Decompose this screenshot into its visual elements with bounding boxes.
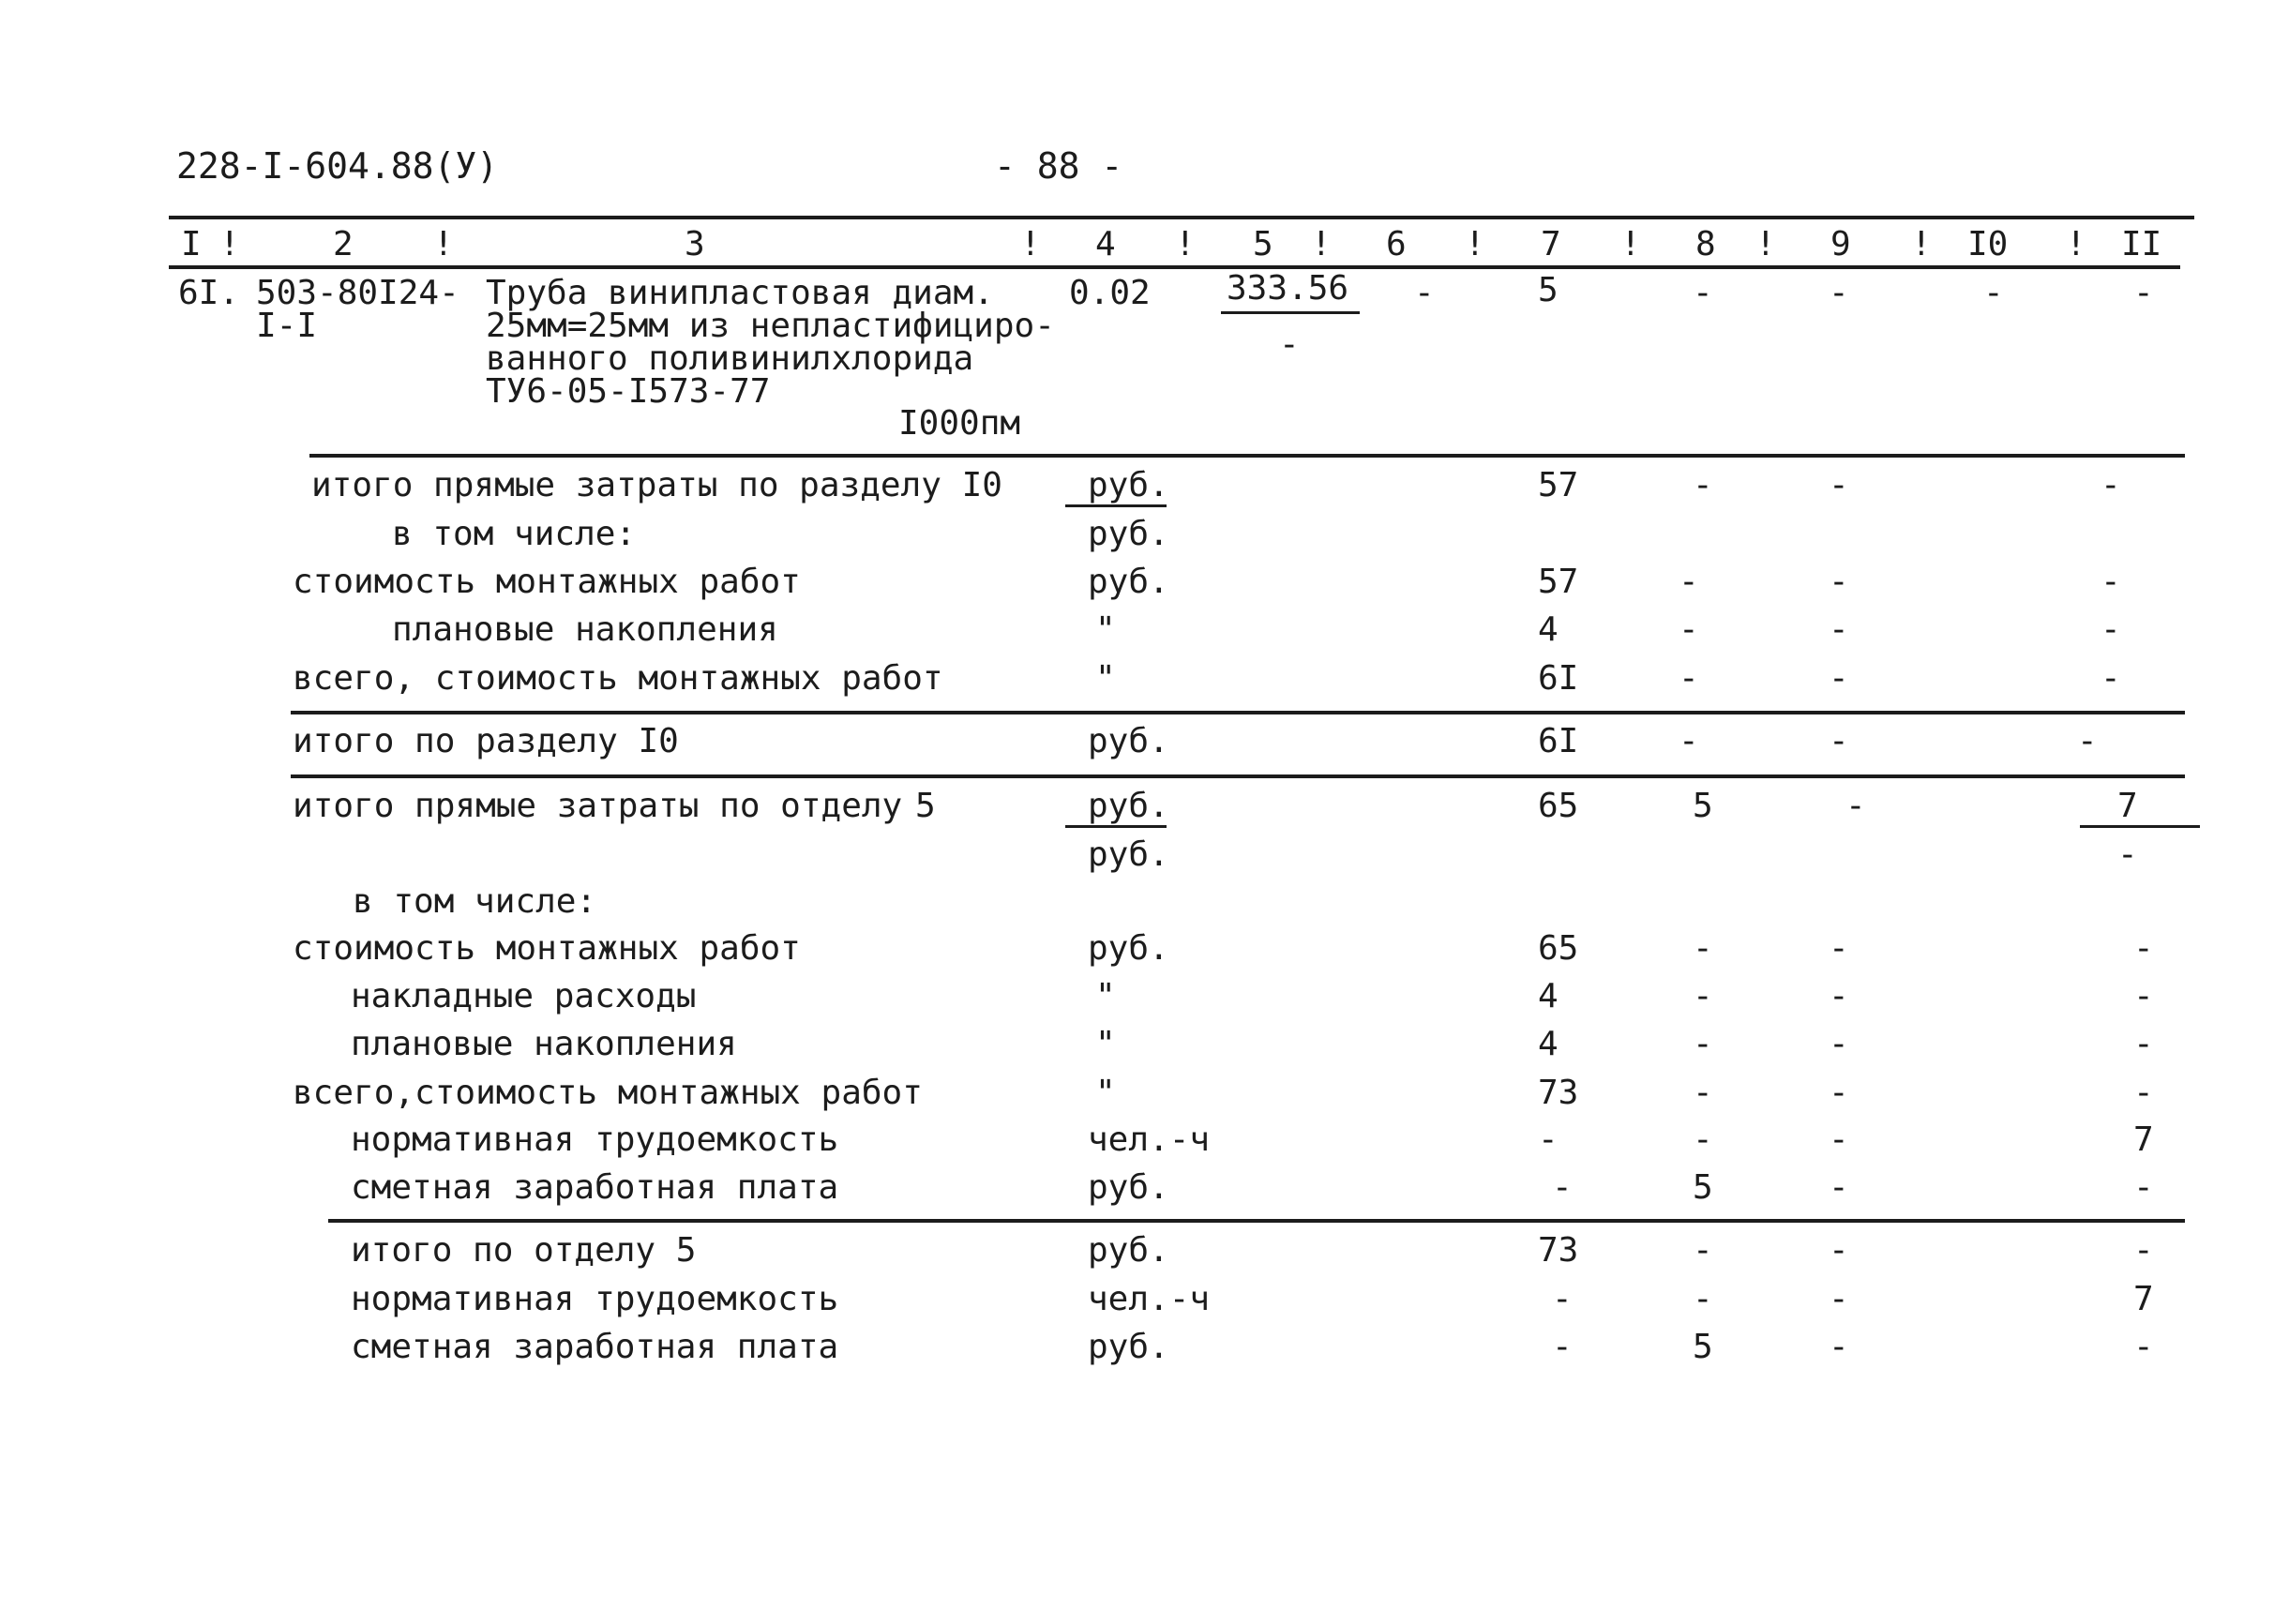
col-separator: ! xyxy=(219,225,240,263)
section-rule xyxy=(291,774,2185,778)
row-col9: - xyxy=(1829,466,1849,504)
col-header-3: 3 xyxy=(685,225,705,263)
row-unit: руб. xyxy=(1088,466,1169,504)
row-col7: 4 xyxy=(1538,1025,1559,1063)
row-unit: руб. xyxy=(1088,1231,1169,1270)
item-price-sub: - xyxy=(1279,325,1300,364)
row-col8: - xyxy=(1679,610,1699,649)
row-unit: чел.-ч xyxy=(1088,1280,1211,1318)
col-separator: ! xyxy=(1020,225,1041,263)
row-col8: - xyxy=(1693,1231,1713,1270)
row-col9: - xyxy=(1829,610,1849,649)
document-code: 228-I-604.88(У) xyxy=(176,145,499,187)
col-header-7: 7 xyxy=(1541,225,1561,263)
col-header-5: 5 xyxy=(1253,225,1273,263)
row-label: итого по отделу 5 xyxy=(351,1231,697,1270)
row-col11: - xyxy=(2133,1231,2154,1270)
row-col8: - xyxy=(1693,1025,1713,1063)
row-col8: - xyxy=(1693,1120,1713,1159)
row-col8: - xyxy=(1693,466,1713,504)
row-unit: " xyxy=(1095,1025,1116,1063)
row-col9: - xyxy=(1829,659,1849,698)
row-label: нормативная трудоемкость xyxy=(351,1120,839,1159)
row-label: итого прямые затраты по отделу xyxy=(293,787,903,825)
row-unit: руб. xyxy=(1088,787,1169,825)
row-label: сметная заработная плата xyxy=(351,1328,839,1366)
row-col8: - xyxy=(1693,977,1713,1015)
row-col9: - xyxy=(1829,1231,1849,1270)
row-label: итого прямые затраты по разделу I0 xyxy=(311,466,1002,504)
row-col11: 7 xyxy=(2133,1280,2154,1318)
row-col7: - xyxy=(1552,1280,1573,1318)
row-col11: 7 xyxy=(2117,787,2138,825)
item-price: 333.56 xyxy=(1227,269,1349,308)
row-unit: " xyxy=(1095,1074,1116,1112)
row-unit: руб. xyxy=(1088,515,1169,553)
row-number: 5 xyxy=(915,787,936,825)
row-col9: - xyxy=(1829,1025,1849,1063)
item-col9: - xyxy=(1829,274,1849,312)
row-col8: 5 xyxy=(1693,1168,1713,1207)
row-unit: руб. xyxy=(1088,835,1169,874)
row-label: в том числе: xyxy=(353,882,597,921)
row-col9: - xyxy=(1829,1168,1849,1207)
row-col11: - xyxy=(2101,466,2121,504)
row-col8: - xyxy=(1679,659,1699,698)
item-quantity: 0.02 xyxy=(1069,274,1151,312)
row-label: стоимость монтажных работ xyxy=(293,929,801,968)
row-unit: руб. xyxy=(1088,722,1169,760)
row-col7: 4 xyxy=(1538,610,1559,649)
row-col8: - xyxy=(1679,722,1699,760)
section-rule xyxy=(309,454,2185,458)
row-col11: - xyxy=(2101,659,2121,698)
row-unit: руб. xyxy=(1088,563,1169,601)
col-separator: ! xyxy=(1620,225,1641,263)
col-separator: ! xyxy=(1175,225,1196,263)
row-col9: - xyxy=(1845,787,1866,825)
row-unit: руб. xyxy=(1088,1328,1169,1366)
header-bottom-rule xyxy=(169,265,2180,269)
item-description: 25мм=25мм из непластифициро- xyxy=(486,307,1055,345)
row-col11: - xyxy=(2133,929,2154,968)
row-unit: " xyxy=(1095,610,1116,649)
item-col7: 5 xyxy=(1538,271,1559,309)
col-header-2: 2 xyxy=(333,225,354,263)
col-separator: ! xyxy=(2066,225,2086,263)
row-label: плановые накопления xyxy=(392,610,778,649)
row-col7: 6I xyxy=(1538,659,1579,698)
row-col7: - xyxy=(1552,1168,1573,1207)
row-col11: - xyxy=(2133,1025,2154,1063)
row-col7: 57 xyxy=(1538,563,1579,601)
item-unit: I000пм xyxy=(898,404,1021,443)
row-col7: 65 xyxy=(1538,929,1579,968)
row-unit: " xyxy=(1095,977,1116,1015)
col-separator: ! xyxy=(1311,225,1332,263)
header-top-rule xyxy=(169,216,2194,219)
row-label: всего, стоимость монтажных работ xyxy=(293,659,943,698)
row-col11: - xyxy=(2101,610,2121,649)
row-col7: 73 xyxy=(1538,1231,1579,1270)
row-col7: 65 xyxy=(1538,787,1579,825)
item-number: 6I. xyxy=(178,274,240,312)
row-unit: чел.-ч xyxy=(1088,1120,1211,1159)
row-label: сметная заработная плата xyxy=(351,1168,839,1207)
row-label: в том числе: xyxy=(392,515,637,553)
row-label: накладные расходы xyxy=(351,977,697,1015)
section-rule xyxy=(291,711,2185,714)
item-code-suffix: I-I xyxy=(256,307,318,345)
col-separator: ! xyxy=(1911,225,1932,263)
price-underline xyxy=(1221,311,1360,314)
col-header-6: 6 xyxy=(1386,225,1407,263)
item-code: 503-80I24- xyxy=(256,274,459,312)
item-col6: - xyxy=(1414,274,1435,312)
item-col11: - xyxy=(2133,274,2154,312)
row-col11: - xyxy=(2133,1074,2154,1112)
row-label: стоимость монтажных работ xyxy=(293,563,801,601)
col-header-1: I xyxy=(181,225,202,263)
section-rule xyxy=(328,1219,2185,1223)
item-description: ванного поливинилхлорида xyxy=(486,339,974,378)
row-col11: - xyxy=(2077,722,2098,760)
item-col8: - xyxy=(1693,274,1713,312)
col-header-4: 4 xyxy=(1095,225,1116,263)
item-col10: - xyxy=(1983,274,2004,312)
row-col7: 73 xyxy=(1538,1074,1579,1112)
row-col11: - xyxy=(2101,563,2121,601)
item-description: Труба винипластовая диам. xyxy=(486,274,994,312)
row-col7: 4 xyxy=(1538,977,1559,1015)
row-unit: руб. xyxy=(1088,929,1169,968)
row-col11: - xyxy=(2133,1328,2154,1366)
col-separator: ! xyxy=(1465,225,1485,263)
row-col9: - xyxy=(1829,722,1849,760)
row-unit: руб. xyxy=(1088,1168,1169,1207)
row-col7: - xyxy=(1552,1328,1573,1366)
row-col9: - xyxy=(1829,1120,1849,1159)
row-col7: - xyxy=(1538,1120,1559,1159)
row-col8: 5 xyxy=(1693,1328,1713,1366)
row-col9: - xyxy=(1829,563,1849,601)
row-col11: - xyxy=(2133,977,2154,1015)
row-col8: - xyxy=(1693,1280,1713,1318)
row-col7: 6I xyxy=(1538,722,1579,760)
col-separator: ! xyxy=(433,225,454,263)
row-label: итого по разделу I0 xyxy=(293,722,679,760)
row-label: нормативная трудоемкость xyxy=(351,1280,839,1318)
row-col11: 7 xyxy=(2133,1120,2154,1159)
value-underline xyxy=(2080,825,2200,828)
unit-underline xyxy=(1065,504,1167,507)
row-col8: 5 xyxy=(1693,787,1713,825)
row-col11: - xyxy=(2133,1168,2154,1207)
col-separator: ! xyxy=(1755,225,1776,263)
row-col9: - xyxy=(1829,977,1849,1015)
row-col9: - xyxy=(1829,1280,1849,1318)
row-col8: - xyxy=(1679,563,1699,601)
col-header-8: 8 xyxy=(1695,225,1716,263)
row-col8: - xyxy=(1693,929,1713,968)
row-col8: - xyxy=(1693,1074,1713,1112)
col-header-11: II xyxy=(2121,225,2162,263)
col-header-9: 9 xyxy=(1830,225,1851,263)
row-col9: - xyxy=(1829,1074,1849,1112)
row-col9: - xyxy=(1829,929,1849,968)
item-description: ТУ6-05-I573-77 xyxy=(486,372,771,411)
page-number: - 88 - xyxy=(994,145,1123,187)
row-unit: " xyxy=(1095,659,1116,698)
unit-underline xyxy=(1065,825,1167,828)
row-col11: - xyxy=(2117,835,2138,874)
row-label: всего,стоимость монтажных работ xyxy=(293,1074,923,1112)
col-header-10: I0 xyxy=(1967,225,2009,263)
row-col9: - xyxy=(1829,1328,1849,1366)
row-col7: 57 xyxy=(1538,466,1579,504)
row-label: плановые накопления xyxy=(351,1025,737,1063)
